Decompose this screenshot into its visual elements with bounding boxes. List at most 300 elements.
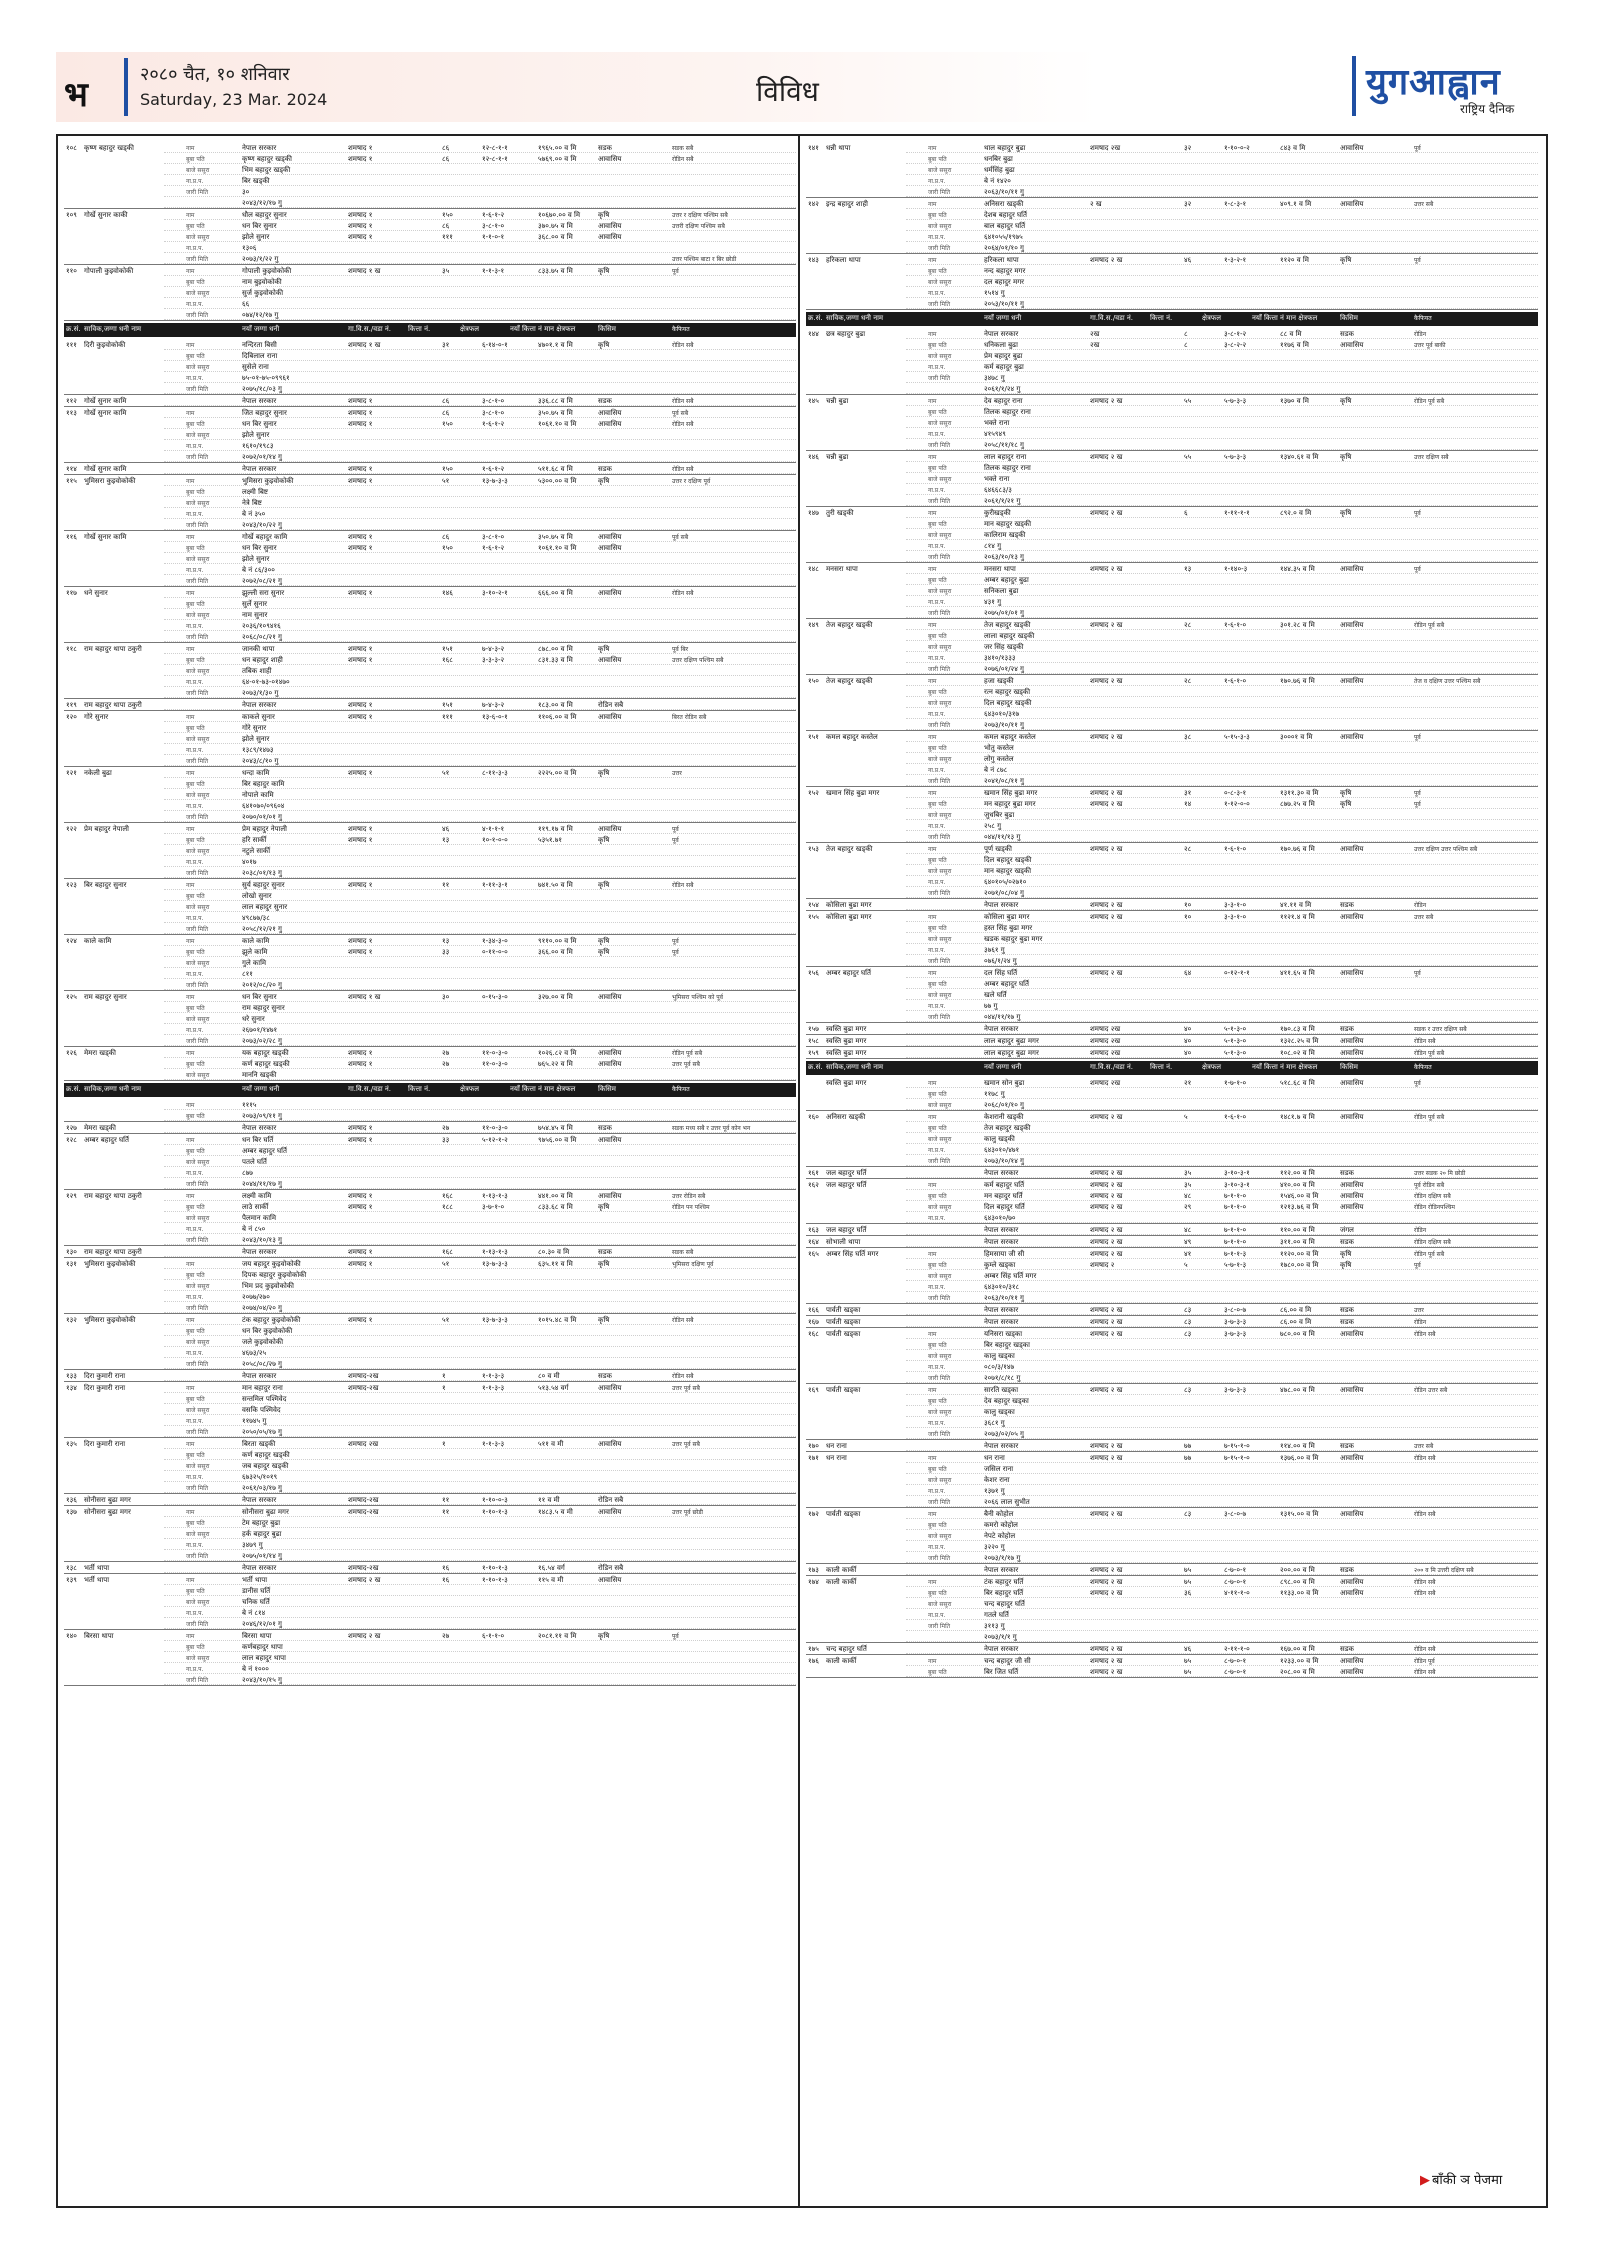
previous-owner: पार्वती खड्का: [826, 1510, 861, 1518]
record-line: [64, 699, 796, 710]
new-owner: भोतु कस्तेल: [984, 744, 1014, 752]
record-line: [64, 1585, 796, 1596]
field-label: ना.प्र.प.: [186, 375, 204, 382]
field-label: ना.प्र.प.: [186, 1474, 204, 1481]
new-owner: अम्बर बहादुर बुढा: [984, 576, 1029, 584]
remarks: रोडिन सबै: [672, 466, 694, 473]
plot-number: ३०: [442, 993, 450, 1001]
area: १३-६-०-१: [482, 713, 508, 721]
field-label: ना.प्र.प.: [186, 747, 204, 754]
serial-number: १७४: [808, 1578, 819, 1586]
record-line: [806, 1099, 1538, 1110]
new-owner: केशर राना: [984, 1476, 1010, 1484]
record-line: [64, 1246, 796, 1257]
record-line: [64, 811, 796, 822]
new-owner: नेपाल सरकार: [984, 1025, 1019, 1033]
record-line: [64, 935, 796, 946]
record-line: [64, 1404, 796, 1415]
new-owner: २०४३/१०/१५ गु: [242, 1676, 283, 1684]
record-entry: [806, 1179, 1538, 1224]
location-ward: शमषाद २ ख: [1090, 789, 1123, 797]
serial-number: १०८: [66, 144, 77, 152]
field-label: बाजे ससुरा: [186, 668, 210, 675]
serial-number: १७६: [808, 1657, 819, 1665]
land-type: कृषि: [1340, 256, 1352, 264]
new-owner: बे नं ८६/३००: [242, 566, 275, 574]
remarks: रोडिन पूर्व सबै: [1414, 1251, 1445, 1258]
field-label: बुबा पति: [928, 465, 947, 472]
location-ward: शमषाद १: [348, 769, 373, 777]
record-line: [64, 800, 796, 811]
table-header-plot: कित्ता नं.: [1150, 314, 1173, 322]
record-line: [64, 1415, 796, 1426]
new-owner: ११७४५ गु: [242, 1417, 267, 1425]
previous-owner: स्वस्ति बुढा मगर: [826, 1049, 867, 1057]
area: १-११-१-१: [1224, 509, 1250, 517]
location-ward: शमषाद १ ख: [348, 341, 381, 349]
record-line: [64, 309, 796, 320]
new-owner: नेपाल सरकार: [984, 1645, 1019, 1653]
new-area: ४१०.०० व मि: [1280, 1181, 1315, 1189]
location-ward: शमषाद २ ख: [1090, 1250, 1123, 1258]
land-type: सडक: [598, 397, 612, 405]
field-label: नाम: [928, 145, 937, 152]
record-entry: [64, 209, 796, 265]
field-label: नाम: [186, 268, 195, 275]
field-label: नाम: [928, 1658, 937, 1665]
remarks: रोडिन सबै: [1414, 1590, 1436, 1597]
new-owner: जित बहादुर सुनार: [242, 409, 287, 417]
record-line: [64, 856, 796, 867]
new-owner: देव बहादुर खड्का: [984, 1397, 1029, 1405]
record-line: [64, 1058, 796, 1069]
land-type: आवासिय: [1340, 1386, 1364, 1394]
field-label: नाम: [928, 510, 937, 517]
location-ward: शमषाद २ख: [348, 1440, 379, 1448]
new-area: ५११.६८ व मि: [538, 465, 573, 473]
area: १-१०-१-३: [482, 1508, 508, 1516]
new-owner: मान बहादुर खड्की: [984, 520, 1032, 528]
field-label: बुबा पति: [186, 1452, 205, 1459]
new-owner: अम्बर सिंह घर्ति मगर: [984, 1272, 1037, 1280]
record-line: [806, 574, 1538, 585]
area: १-१०-०-३: [482, 1496, 508, 1504]
previous-owner: दिरा कुमारी राना: [84, 1384, 126, 1392]
record-line: [64, 1269, 796, 1280]
table-header-price: नयाँ कित्ता नं मान क्षेत्रफल: [510, 325, 576, 333]
new-owner: धन बिर सुनार: [242, 420, 277, 428]
location-ward: शमषाद २ ख: [348, 1576, 381, 1584]
previous-owner: कमल बहादुर कस्तेल: [826, 733, 878, 741]
record-entry: [64, 1562, 796, 1574]
record-line: [806, 719, 1538, 730]
serial-number: १४४: [808, 330, 819, 338]
record-line: [64, 1013, 796, 1024]
area: ८-७-०-१: [1224, 1668, 1247, 1676]
serial-number: १३८: [66, 1564, 77, 1572]
remarks: उत्तर र दक्षिण पूर्व: [672, 478, 711, 485]
new-owner: दल बहादुर मगर: [984, 278, 1025, 286]
remarks: उत्तर र दक्षिण पश्चिम सबै: [672, 212, 728, 219]
record-line: [64, 1438, 796, 1449]
location-ward: शमषाद १: [348, 656, 373, 664]
record-entry: [64, 339, 796, 395]
land-type: आवासिय: [1340, 845, 1364, 853]
plot-number: ८३: [1184, 1330, 1192, 1338]
new-owner: २०७३/१/३० गु: [242, 689, 279, 697]
area: ०-८-३-१: [1224, 789, 1247, 797]
previous-owner: प्रेम बहादुर नेपाली: [84, 825, 129, 833]
record-entry: [64, 823, 796, 879]
record-line: [64, 609, 796, 620]
new-owner: ६४-०१-७३-०१४७०: [242, 678, 290, 686]
new-area: ४४१.०० व मि: [538, 1192, 573, 1200]
new-owner: अम्बर बहादुर घर्ति: [984, 980, 1029, 988]
land-type: आवासिय: [598, 1576, 622, 1584]
record-line: [64, 654, 796, 665]
record-entry: [64, 531, 796, 587]
field-label: ना.प्र.प.: [186, 623, 204, 630]
serial-number: १५९: [808, 1049, 819, 1057]
record-line: [64, 665, 796, 676]
remarks: उत्तर पूर्व छोडी: [672, 1509, 703, 1516]
remarks: रोडिन दक्षिण सबै: [1414, 1239, 1451, 1246]
remarks: रोडिन उत्तर सबै: [1414, 1387, 1448, 1394]
field-label: बुबा पति: [186, 421, 205, 428]
area: ५-७-३-३: [1224, 453, 1247, 461]
record-line: [64, 1393, 796, 1404]
field-label: नाम: [928, 1114, 937, 1121]
record-line: [64, 175, 796, 186]
field-label: बुबा पति: [928, 981, 947, 988]
record-line: [806, 1155, 1538, 1166]
record-line: [806, 1587, 1538, 1598]
previous-owner: कृष्ण बहादुर खड्की: [84, 144, 134, 152]
table-header-loc: गा.वि.स./वडा नं.: [348, 1085, 392, 1093]
location-ward: शमषाद १: [348, 1248, 373, 1256]
new-area: १०८.०२ व मि: [1280, 1049, 1315, 1057]
previous-owner: गोर्खे सुनार कामि: [84, 409, 127, 417]
serial-number: १६८: [808, 1330, 819, 1338]
serial-number: १२६: [66, 1049, 77, 1057]
record-line: [806, 328, 1538, 339]
new-owner: २०७१/०८/०४ गु: [984, 889, 1025, 897]
new-owner: झुले कामि: [242, 948, 268, 956]
table-header-name: नयाँ जग्गा धनी: [242, 325, 280, 333]
new-owner: ६४३०१०/३१७: [984, 710, 1020, 718]
area: ५-१-३-०: [1224, 1025, 1247, 1033]
record-entry: [806, 395, 1538, 451]
new-owner: १६१०/१९८३: [242, 442, 274, 450]
new-area: ४१.११ व मि: [1280, 901, 1312, 909]
record-entry: [806, 328, 1538, 395]
previous-owner: काली कार्की: [826, 1578, 857, 1586]
new-owner: खमान सोन बुढा: [984, 1079, 1025, 1087]
new-area: ६३५.११ व मि: [538, 1260, 573, 1268]
land-type: आवासिय: [1340, 1510, 1364, 1518]
record-line: [806, 1643, 1538, 1654]
record-line: [806, 1452, 1538, 1463]
new-area: ११२१.४ व मि: [1280, 913, 1315, 921]
plot-number: २९: [1184, 1203, 1192, 1211]
table-header-seller: साविक,जग्गा धनी नाम: [84, 1085, 142, 1093]
land-type: सडक: [598, 465, 612, 473]
field-label: बुबा पति: [928, 212, 947, 219]
remarks: रोडिन सबै: [1414, 1646, 1436, 1653]
area: ३-७-१-०: [482, 1203, 505, 1211]
new-owner: ४१५९४९: [984, 430, 1006, 438]
remarks: उत्तरी दक्षिण पश्चिम सबै: [672, 223, 725, 230]
new-area: ११ व मी: [538, 1496, 560, 1504]
field-label: ना.प्र.प.: [928, 1284, 946, 1291]
previous-owner: धने सुनार: [84, 589, 108, 597]
serial-number: १३३: [66, 1372, 77, 1380]
field-label: बुबा पति: [186, 1328, 205, 1335]
field-label: बुबा पति: [928, 268, 947, 275]
previous-owner: काले कामि: [84, 937, 112, 945]
new-owner: नेपाल सरकार: [242, 1372, 277, 1380]
field-label: बुबा पति: [928, 1398, 947, 1405]
serial-number: १४३: [808, 256, 819, 264]
new-owner: तेज बहादुर खड्की: [984, 621, 1031, 629]
field-label: जारी मिति: [928, 1623, 951, 1630]
record-line: [806, 462, 1538, 473]
new-owner: चन्द बहादुर घर्ति: [984, 1600, 1025, 1608]
land-type: सडक: [1340, 1442, 1354, 1450]
field-label: जारी मिति: [186, 1553, 209, 1560]
location-ward: शमषाद २ ख: [1090, 913, 1123, 921]
previous-owner: चन्नी बुढा: [826, 453, 849, 461]
record-line: [806, 507, 1538, 518]
new-owner: धन बिर सुनार: [242, 222, 277, 230]
new-owner: नेपाल सरकार: [242, 144, 277, 152]
new-owner: तिलक बहादुर राना: [984, 464, 1031, 472]
new-owner: धन बिर घर्ति: [242, 1136, 274, 1144]
field-label: जारी मिति: [928, 1431, 951, 1438]
field-label: बाजे ससुरा: [928, 476, 952, 483]
new-owner: २०७५/१८/०३ गु: [242, 385, 283, 393]
record-line: [806, 1122, 1538, 1133]
plot-number: ४८: [1184, 1226, 1192, 1234]
record-entry: [806, 198, 1538, 254]
record-line: [806, 978, 1538, 989]
remarks: पूर्व: [672, 938, 679, 945]
record-line: [64, 531, 796, 542]
field-label: नाम: [928, 846, 937, 853]
field-label: जारी मिति: [186, 1621, 209, 1628]
record-entry: [64, 767, 796, 823]
field-label: ना.प्र.प.: [186, 178, 204, 185]
table-header-rem: कैफियत: [672, 1086, 690, 1093]
record-entry: [806, 1304, 1538, 1316]
record-entry: [64, 475, 796, 531]
table-header-rem: कैफियत: [1414, 1064, 1432, 1071]
remarks: रोडिन सबै: [672, 1373, 694, 1380]
field-label: ना.प्र.प.: [928, 431, 946, 438]
area: ७-१५-१-०: [1224, 1442, 1250, 1450]
serial-number: १५४: [808, 901, 819, 909]
new-owner: नेपाल सरकार: [242, 1564, 277, 1572]
record-line: [64, 968, 796, 979]
new-owner: जर सिंह खड्की: [984, 643, 1024, 651]
new-area: २०८१.११ व मि: [538, 1632, 577, 1640]
previous-owner: पार्वती खड्का: [826, 1386, 861, 1394]
field-label: बुबा पति: [928, 409, 947, 416]
remarks: रोडिन सबै: [672, 882, 694, 889]
location-ward: शमषाद २ ख: [1090, 1578, 1123, 1586]
record-entry: [64, 991, 796, 1047]
new-owner: सारति खड्का: [984, 1386, 1019, 1394]
field-label: ना.प्र.प.: [186, 245, 204, 252]
new-area: ८३३.७५ व मि: [538, 267, 573, 275]
location-ward: शमषाद १: [348, 409, 373, 417]
land-type: कृषि: [1340, 1261, 1352, 1269]
record-entry: [64, 1506, 796, 1562]
new-area: १३७६.०० व मि: [1280, 1454, 1319, 1462]
record-line: [64, 631, 796, 642]
plot-number: ७५: [1184, 1657, 1192, 1665]
record-line: [806, 1417, 1538, 1428]
new-owner: पैलमान कामि: [242, 1214, 277, 1222]
plot-number: २८: [1184, 621, 1192, 629]
plot-number: २८: [1184, 845, 1192, 853]
field-label: बाजे ससुरा: [928, 420, 952, 427]
land-type: रोडिन सबै: [598, 701, 624, 709]
new-area: ३३६.८८ व मि: [538, 397, 573, 405]
remarks: रोडिन सबै: [672, 156, 694, 163]
new-owner: २०७५/०१/०१ गु: [984, 609, 1025, 617]
field-label: बुबा पति: [928, 1522, 947, 1529]
field-label: जारी मिति: [186, 814, 209, 821]
field-label: बाजे ससुरा: [928, 992, 952, 999]
new-owner: २०७३/०२/०५ गु: [984, 1430, 1025, 1438]
field-label: जारी मिति: [186, 189, 209, 196]
new-area: २०८.०० व मि: [1280, 1668, 1315, 1676]
land-type: सडक: [1340, 1318, 1354, 1326]
date-nepali: २०८० चैत, १० शनिवार: [140, 64, 290, 85]
record-line: [806, 652, 1538, 663]
record-entry: [806, 142, 1538, 198]
new-owner: चनिक घर्ति: [242, 1598, 270, 1606]
new-area: २००.०० व मि: [1280, 1566, 1315, 1574]
new-owner: बाल बहादुर घर्ति: [984, 222, 1026, 230]
serial-number: १३०: [66, 1248, 77, 1256]
record-line: [64, 395, 796, 406]
plot-number: ३८: [1184, 733, 1192, 741]
previous-owner: स्वस्ति बुढा मगर: [826, 1079, 867, 1087]
field-label: ना.प्र.प.: [186, 1027, 204, 1034]
area: १-३४-३-०: [482, 937, 508, 945]
record-line: [64, 497, 796, 508]
land-type: आवासिय: [1340, 1037, 1364, 1045]
record-line: [64, 231, 796, 242]
land-type: कृषि: [598, 211, 610, 219]
record-line: [806, 495, 1538, 506]
area: १-१०-१-३: [482, 1564, 508, 1572]
record-line: [64, 451, 796, 462]
new-owner: कर्म बहादुर बुढा: [984, 363, 1024, 371]
new-owner: २०७७/२७०: [242, 1293, 270, 1301]
remarks: रोडिन पूर्व सबै: [1414, 398, 1445, 405]
field-label: ना.प्र.प.: [186, 971, 204, 978]
record-entry: [64, 1370, 796, 1382]
new-owner: २०६१/०३/१७ गु: [242, 1484, 283, 1492]
record-line: [806, 1144, 1538, 1155]
area: १-१३-१-३: [482, 1248, 508, 1256]
serial-number: ११४: [66, 465, 77, 473]
plot-number: ४८: [1184, 1192, 1192, 1200]
new-owner: २०७३/१/१७ गु: [984, 1554, 1021, 1562]
serial-number: १७०: [808, 1442, 819, 1450]
field-label: नाम: [186, 1577, 195, 1584]
plot-number: ६: [1184, 509, 1188, 517]
table-header-area: क्षेत्रफल: [460, 325, 480, 333]
new-owner: प्रेम बहादुर नेपाली: [242, 825, 287, 833]
field-label: बाजे ससुरा: [928, 223, 952, 230]
record-line: [806, 1133, 1538, 1144]
location-ward: शमषाद १: [348, 713, 373, 721]
field-label: ना.प्र.प.: [186, 1418, 204, 1425]
location-ward: शमषाद १: [348, 1316, 373, 1324]
record-line: [64, 253, 796, 264]
table-header-loc: गा.वि.स./वडा नं.: [1090, 314, 1134, 322]
record-line: [64, 1122, 796, 1133]
record-entry: [806, 1452, 1538, 1508]
new-owner: बे नं ८७८: [984, 766, 1008, 774]
plot-number: १११: [442, 713, 453, 721]
plot-number: ८६: [442, 533, 450, 541]
record-line: [64, 265, 796, 276]
area: १२-८-१-१: [482, 155, 508, 163]
remarks: रोडिन पूर्व सबै: [672, 1050, 703, 1057]
field-label: ना.प्र.प.: [928, 655, 946, 662]
serial-number: १५२: [808, 789, 819, 797]
record-line: [64, 957, 796, 968]
record-line: [806, 585, 1538, 596]
record-line: [806, 551, 1538, 562]
plot-number: १: [442, 1372, 446, 1380]
land-type: सडक: [1340, 1566, 1354, 1574]
field-label: जारी मिति: [928, 1158, 951, 1165]
land-type: आवासिय: [598, 233, 622, 241]
record-line: [64, 1178, 796, 1189]
field-label: बुबा पति: [186, 1113, 205, 1120]
new-owner: २०४६/१२/०१ गु: [242, 1620, 283, 1628]
record-line: [806, 395, 1538, 406]
land-type: आवासिय: [1340, 1181, 1364, 1189]
area: १२-८-१-१: [482, 144, 508, 152]
field-label: जारी मिति: [928, 375, 951, 382]
record-line: [806, 1270, 1538, 1281]
remarks: रोडिन पूर्व सबै: [1414, 622, 1445, 629]
new-owner: ३४७९ गु: [242, 1541, 263, 1549]
location-ward: शमषाद २ ख: [1090, 509, 1123, 517]
record-entry: [64, 1047, 796, 1081]
new-owner: बिरता खड्की: [242, 1440, 276, 1448]
new-area: १७८०.०० व मि: [1280, 1261, 1319, 1269]
previous-owner: मेमरा खड्की: [84, 1124, 116, 1132]
new-owner: २०५८/१२/२१ गु: [242, 925, 283, 933]
new-owner: ६४१०५५/१९७५: [984, 233, 1023, 241]
location-ward: शमषाद २ ख: [1090, 1238, 1123, 1246]
plot-number: ३५: [1184, 1169, 1192, 1177]
area: ७-१-१-३: [1224, 1250, 1247, 1258]
new-owner: २०५३/१०/११ गु: [984, 300, 1025, 308]
record-line: [64, 979, 796, 990]
record-entry: [64, 1382, 796, 1438]
field-label: जारी मिति: [928, 958, 951, 965]
plot-number: ७७: [1184, 1442, 1192, 1450]
